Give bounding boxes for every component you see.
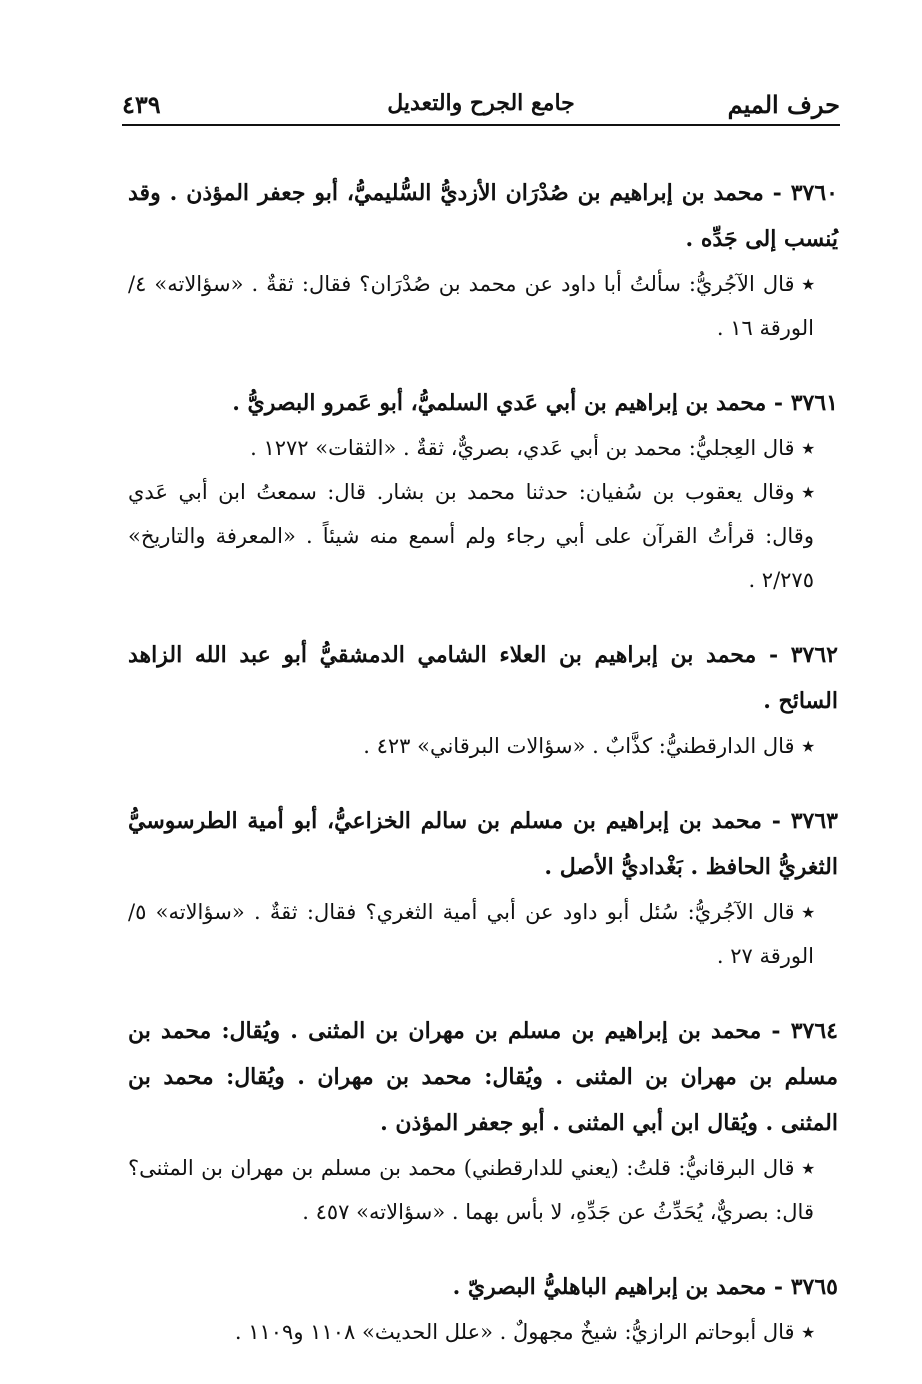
book-title: جامع الجرح والتعديل (387, 90, 575, 116)
bullet-star-icon: ٭ (802, 733, 814, 758)
bullet-star-icon: ٭ (802, 435, 814, 460)
bullet-star-icon: ٭ (802, 271, 814, 296)
entry-3765 (128, 1264, 838, 1354)
entry-title: ٣٧٦٥ - محمد بن إبراهيم الباهليُّ البصريّ . (452, 1274, 838, 1300)
quote-text: قال أبوحاتم الرازيُّ: شيخٌ مجهولٌ . «علل الحديث» ١١٠٨ و١١٠٩ . (234, 1320, 795, 1344)
entry-3761 (128, 380, 838, 602)
quote-text: قال الدارقطنيُّ: كذَّابٌ . «سؤالات البرقاني» ٤٢٣ . (363, 734, 795, 758)
entry-title: ٣٧٦٣ - محمد بن إبراهيم بن مسلم بن سالم الخزاعيُّ، أبو أمية الطرسوسيُّ الثغريُّ الحافظ . بَغْداديُّ الأصل . (128, 808, 838, 880)
bullet-star-icon: ٭ (802, 1319, 814, 1344)
entry-quote (128, 724, 838, 768)
quote-text: قال البرقانيُّ: قلتُ: (يعني للدارقطني) محمد بن مسلم بن مهران بن المثنى؟ قال: بصريٌّ، يُحَدِّثُ عن جَدِّهِ، لا بأس بهما . «سؤالاته» ٤٥٧ . (128, 1156, 814, 1224)
entry-quote (128, 470, 838, 602)
entry-3764 (128, 1008, 838, 1234)
chapter-title: حرف الميم (727, 90, 840, 119)
entry-quote (128, 426, 838, 470)
bullet-star-icon: ٭ (802, 479, 814, 504)
quote-text: وقال يعقوب بن سُفيان: حدثنا محمد بن بشار. قال: سمعتُ ابن أبي عَدي وقال: قرأتُ القرآن على أبي رجاء ولم أسمع منه شيئاً . «المعرفة والتاريخ» ٢/٢٧٥ . (128, 480, 814, 592)
entry-quote (128, 1146, 838, 1234)
quote-text: قال الآجُريُّ: سُئل أبو داود عن أبي أمية الثغري؟ فقال: ثقةٌ . «سؤالاته» ٥/الورقة ٢٧ . (128, 900, 814, 968)
entry-title: ٣٧٦٤ - محمد بن إبراهيم بن مسلم بن مهران بن المثنى . ويُقال: محمد بن مسلم بن مهران بن المثنى . ويُقال: محمد بن مهران . ويُقال: محمد بن المثنى . ويُقال ابن أبي المثنى . أبو جعفر المؤذن . (128, 1018, 838, 1136)
entry-3760 (128, 170, 838, 350)
entry-title: ٣٧٦٢ - محمد بن إبراهيم بن العلاء الشامي الدمشقيُّ أبو عبد الله الزاهد السائح . (128, 642, 838, 714)
entry-quote (128, 1310, 838, 1354)
entry-3762 (128, 632, 838, 768)
quote-text: قال العِجليُّ: محمد بن أبي عَدي، بصريٌّ، ثقةٌ . «الثقات» ١٢٧٢ . (250, 436, 795, 460)
bullet-star-icon: ٭ (802, 899, 814, 924)
bullet-star-icon: ٭ (802, 1155, 814, 1180)
quote-text: قال الآجُريُّ: سألتُ أبا داود عن محمد بن صُدْرَان؟ فقال: ثقةٌ . «سؤالاته» ٤/الورقة ١٦ . (128, 272, 814, 340)
entry-title: ٣٧٦٠ - محمد بن إبراهيم بن صُدْرَان الأزديُّ السُّليميُّ، أبو جعفر المؤذن . وقد يُنسب إلى جَدِّه . (128, 180, 838, 252)
page-header (122, 84, 840, 126)
entry-3763 (128, 798, 838, 978)
entry-quote (128, 890, 838, 978)
page-number: ٤٣٩ (122, 90, 161, 119)
page-content (128, 170, 838, 1384)
entry-quote (128, 262, 838, 350)
entry-title: ٣٧٦١ - محمد بن إبراهيم بن أبي عَدي السلميُّ، أبو عَمرو البصريُّ . (232, 390, 838, 416)
